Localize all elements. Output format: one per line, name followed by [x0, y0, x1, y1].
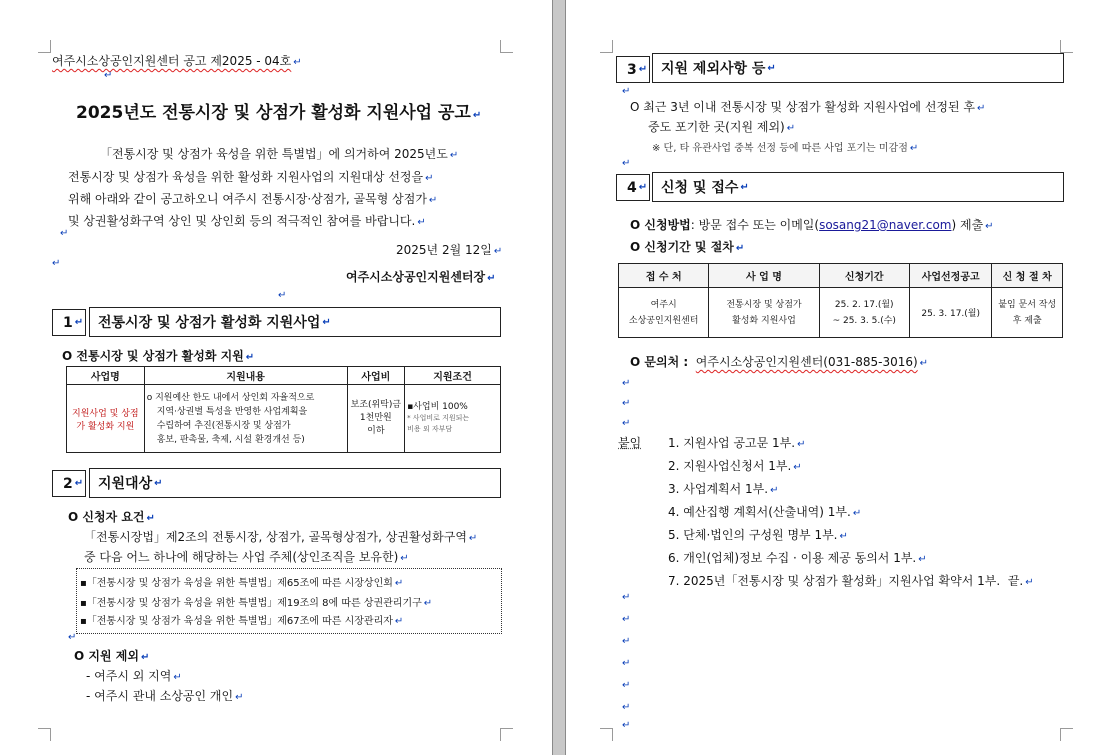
section-2-bullet: O 신청자 요건 ↵	[68, 510, 155, 524]
section-4-number: 4 ↵	[616, 174, 650, 201]
section-3-title: 지원 제외사항 등 ↵	[652, 53, 1064, 83]
paragraph-mark: ↵	[622, 86, 631, 97]
table-header: 접 수 처	[619, 264, 709, 288]
eligibility-item-3: ▪「전통시장 및 상점가 육성을 위한 특별법」제67조에 따른 시장관리자 ↵	[80, 616, 404, 627]
table-header: 사업선정공고	[909, 264, 991, 288]
eligibility-item-2: ▪「전통시장 및 상점가 육성을 위한 특별법」제19조의 8에 따른 상권관리기구 ↵	[80, 598, 433, 609]
eligibility-item-1: ▪「전통시장 및 상점가 육성을 위한 특별법」제65조에 따른 시장상인회 ↵	[80, 578, 404, 589]
section-1-title: 전통시장 및 상점가 활성화 지원사업 ↵	[89, 307, 501, 337]
table-cell-condition: ▪사업비 100% * 사업비로 지원되는 비용 외 자부담	[405, 385, 501, 453]
intro-line-2: 전통시장 및 상점가 육성을 위한 활성화 지원사업의 지원대상 선정을 ↵	[68, 170, 434, 184]
section-2-number: 2 ↵	[52, 470, 86, 497]
attachment-item-1: 1. 지원사업 공고문 1부. ↵	[668, 436, 806, 450]
section-3-line-2: 중도 포기한 곳(지원 제외) ↵	[648, 120, 796, 134]
table-cell-announce: 25. 3. 17.(월)	[909, 288, 991, 338]
crop-mark	[1060, 728, 1073, 741]
paragraph-mark: ↵	[278, 290, 287, 301]
crop-mark	[600, 40, 613, 53]
intro-line-3: 위해 아래와 같이 공고하오니 여주시 전통시장·상점가, 골목형 상점가 ↵	[68, 192, 438, 206]
crop-mark	[600, 728, 613, 741]
table-header: 지원조건	[405, 367, 501, 385]
crop-mark	[500, 40, 513, 53]
table-header: 신청기간	[819, 264, 909, 288]
apply-period-label: O 신청기간 및 절차 ↵	[630, 240, 745, 254]
apply-method: O 신청방법: 방문 접수 또는 이메일(sosang21@naver.com) 제출 ↵	[630, 218, 994, 232]
section-4-title: 신청 및 접수 ↵	[652, 172, 1064, 202]
section-3-number: 3 ↵	[616, 56, 650, 83]
paragraph-mark: ↵	[68, 632, 77, 643]
paragraph-mark: ↵	[622, 592, 631, 603]
table-header: 사업명	[67, 367, 145, 385]
support-program-table	[66, 366, 501, 453]
attachments-label: 붙임	[618, 436, 642, 450]
attachment-item-4: 4. 예산집행 계획서(산출내역) 1부. ↵	[668, 505, 862, 519]
table-header: 신 청 절 차	[992, 264, 1063, 288]
application-table	[618, 263, 1063, 338]
table-cell-content: o 지원예산 한도 내에서 상인회 자율적으로 지역·상권별 특성을 반영한 사업계획을 수립하여 추진(전통시장 및 상점가 홍보, 판촉물, 축제, 시설 환경개선 등)	[144, 385, 347, 453]
section-2-title: 지원대상 ↵	[89, 468, 501, 498]
document-page-left	[0, 0, 552, 755]
crop-mark	[500, 728, 513, 741]
notice-number: 여주시소상공인지원센터 공고 제2025 - 04호 ↵	[52, 54, 302, 68]
document-title: 2025년도 전통시장 및 상점가 활성화 지원사업 공고 ↵	[76, 103, 482, 123]
section-2-line-2: 중 다음 어느 하나에 해당하는 사업 주체(상인조직을 보유한) ↵	[84, 550, 409, 564]
table-header: 사업비	[347, 367, 405, 385]
table-header: 사 업 명	[709, 264, 819, 288]
paragraph-mark: ↵	[622, 378, 631, 389]
attachment-item-2: 2. 지원사업신청서 1부. ↵	[668, 459, 802, 473]
paragraph-mark: ↵	[622, 418, 631, 429]
announcement-date: 2025년 2월 12일 ↵	[396, 243, 503, 257]
signer: 여주시소상공인지원센터장 ↵	[346, 270, 496, 284]
intro-line-1: 「전통시장 및 상점가 육성을 위한 특별법」에 의거하여 2025년도 ↵	[100, 147, 459, 161]
section-1-bullet: O 전통시장 및 상점가 활성화 지원 ↵	[62, 349, 255, 363]
paragraph-mark: ↵	[52, 258, 61, 269]
table-header: 지원내용	[144, 367, 347, 385]
document-page-right	[566, 0, 1114, 755]
paragraph-mark: ↵	[622, 720, 631, 731]
crop-mark	[38, 728, 51, 741]
section-2-line-1: 「전통시장법」제2조의 전통시장, 상점가, 골목형상점가, 상권활성화구역 ↵	[84, 530, 478, 544]
table-cell-name: 지원사업 및 상점가 활성화 지원	[67, 385, 145, 453]
attachment-item-7: 7. 2025년「전통시장 및 상점가 활성화」지원사업 확약서 1부. 끝. ↵	[668, 574, 1034, 588]
section-3-line-1: O 최근 3년 이내 전통시장 및 상점가 활성화 지원사업에 선정된 후 ↵	[630, 100, 986, 114]
section-1-number: 1 ↵	[52, 309, 86, 336]
email-link[interactable]: sosang21@naver.com	[819, 218, 952, 232]
attachment-item-3: 3. 사업계획서 1부. ↵	[668, 482, 779, 496]
table-cell-cost: 보조(위탁)금 1천만원 이하	[347, 385, 405, 453]
page-separator	[552, 0, 566, 755]
exclusion-item-1: - 여주시 외 지역 ↵	[86, 669, 182, 683]
paragraph-mark: ↵	[622, 658, 631, 669]
paragraph-mark: ↵	[622, 636, 631, 647]
crop-mark	[38, 40, 51, 53]
section-3-note: ※ 단, 타 유관사업 중복 선정 등에 따른 사업 포기는 미감점 ↵	[652, 143, 919, 154]
paragraph-mark: ↵	[60, 228, 69, 239]
attachment-item-6: 6. 개인(업체)정보 수집 · 이용 제공 동의서 1부. ↵	[668, 551, 927, 565]
contact: O 문의처 : 여주시소상공인지원센터(031-885-3016) ↵	[630, 355, 929, 369]
paragraph-mark: ↵	[622, 702, 631, 713]
paragraph-mark: ↵	[622, 614, 631, 625]
paragraph-mark: ↵	[622, 158, 631, 169]
crop-mark	[1060, 40, 1073, 53]
attachment-item-5: 5. 단체·법인의 구성원 명부 1부. ↵	[668, 528, 848, 542]
table-cell-business: 전통시장 및 상점가 활성화 지원사업	[709, 288, 819, 338]
table-cell-period: 25. 2. 17.(월) ~ 25. 3. 5.(수)	[819, 288, 909, 338]
table-cell-place: 여주시 소상공인지원센터	[619, 288, 709, 338]
paragraph-mark: ↵	[622, 398, 631, 409]
paragraph-mark: ↵	[104, 70, 113, 81]
exclusion-item-2: - 여주시 관내 소상공인 개인 ↵	[86, 689, 244, 703]
table-cell-procedure: 붙임 문서 작성 후 제출	[992, 288, 1063, 338]
intro-line-4: 및 상권활성화구역 상인 및 상인회 등의 적극적인 참여를 바랍니다. ↵	[68, 214, 426, 228]
exclusion-title: O 지원 제외 ↵	[74, 649, 150, 663]
paragraph-mark: ↵	[622, 680, 631, 691]
